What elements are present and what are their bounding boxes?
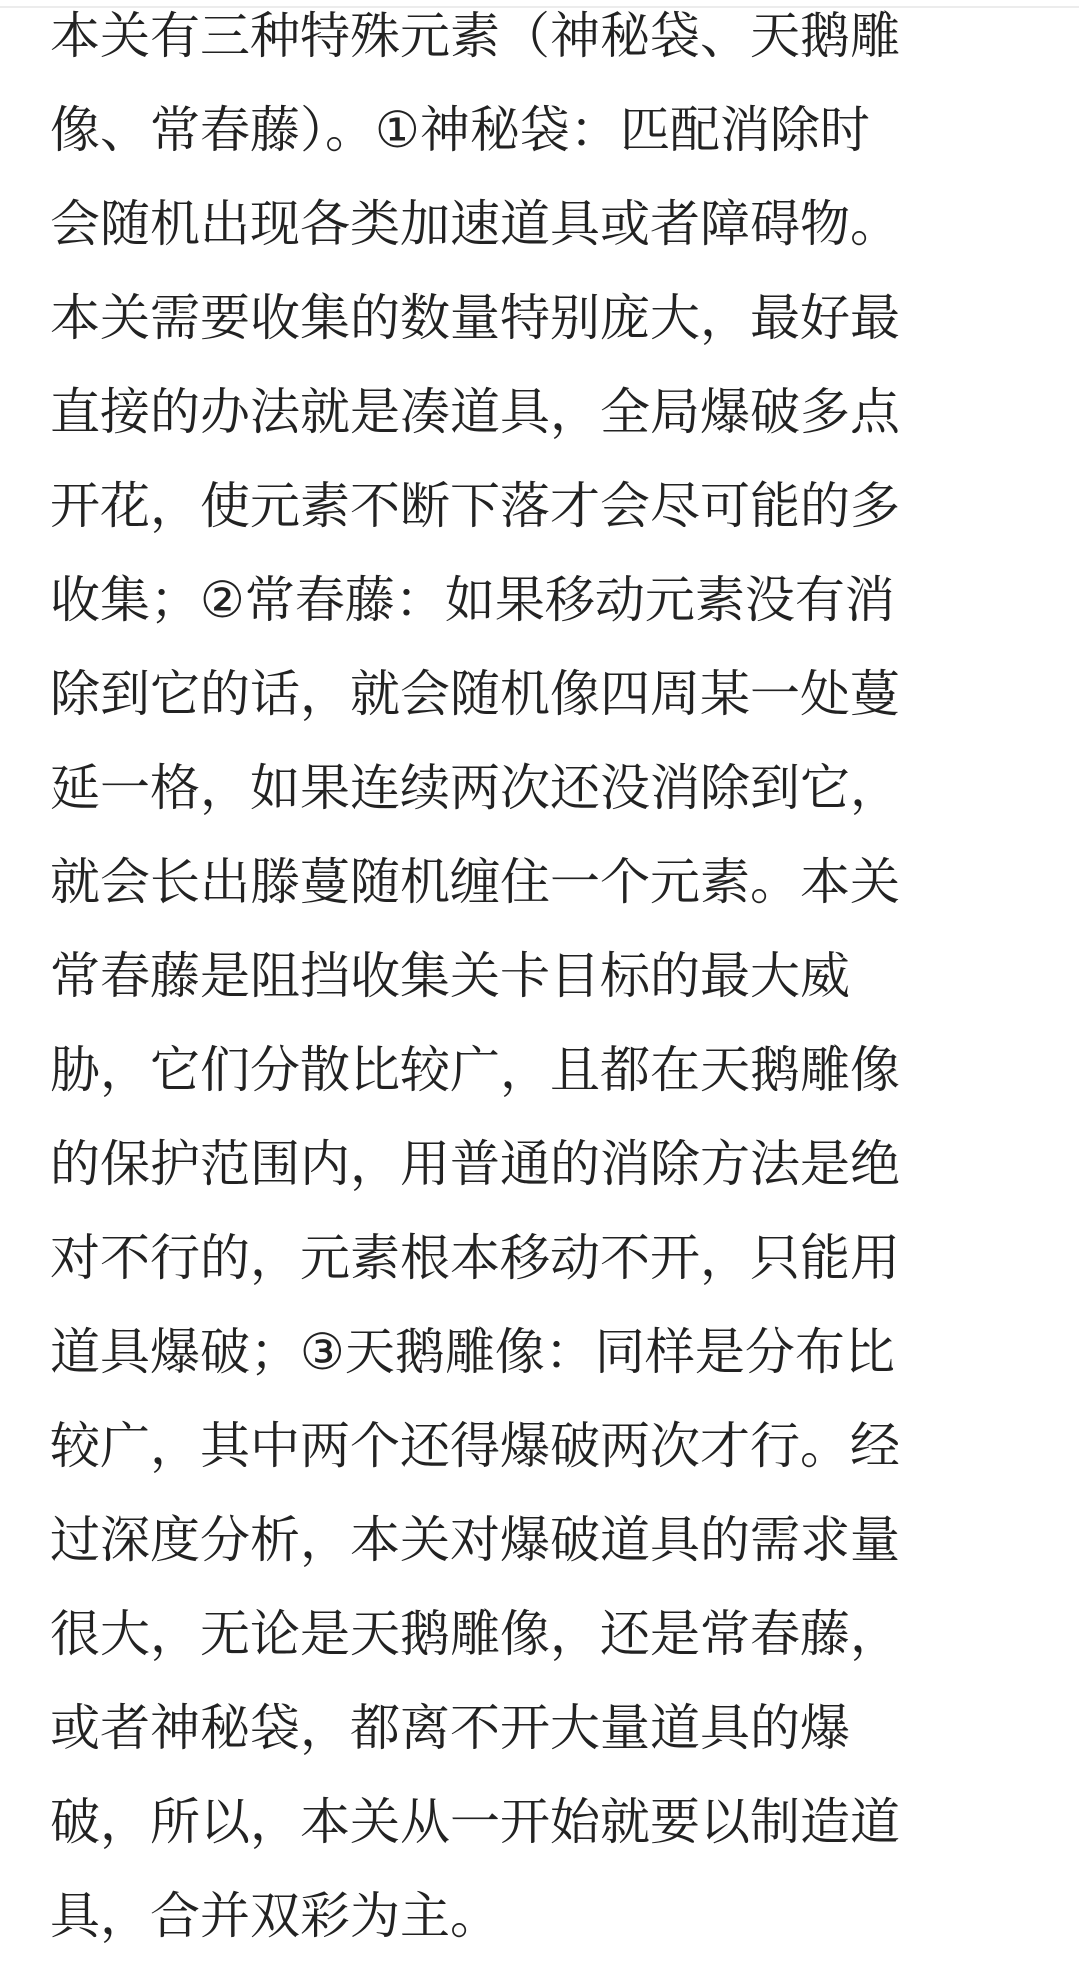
article-line: 本关有三种特殊元素（神秘袋、天鹅雕 xyxy=(50,7,900,65)
article-line: 较广，其中两个还得爆破两次才行。经 xyxy=(50,1417,900,1475)
article-line: 很大，无论是天鹅雕像，还是常春藤， xyxy=(50,1605,900,1663)
article-line: 或者神秘袋，都离不开大量道具的爆 xyxy=(50,1699,850,1757)
article-line: 直接的办法就是凑道具，全局爆破多点 xyxy=(50,383,900,441)
article-line: 具，合并双彩为主。 xyxy=(50,1887,500,1945)
article-line: 破，所以，本关从一开始就要以制造道 xyxy=(50,1793,900,1851)
article-line: 胁，它们分散比较广，且都在天鹅雕像 xyxy=(50,1041,900,1099)
article-line: 常春藤是阻挡收集关卡目标的最大威 xyxy=(50,947,850,1005)
article-line: 的保护范围内，用普通的消除方法是绝 xyxy=(50,1135,900,1193)
article-line: 会随机出现各类加速道具或者障碍物。 xyxy=(50,195,900,253)
article-line: 像、常春藤）。①神秘袋：匹配消除时 xyxy=(50,101,870,159)
article-line: 本关需要收集的数量特别庞大，最好最 xyxy=(50,289,900,347)
article-line: 开花，使元素不断下落才会尽可能的多 xyxy=(50,477,900,535)
article-line: 道具爆破；③天鹅雕像：同样是分布比 xyxy=(50,1323,895,1381)
article-line: 收集；②常春藤：如果移动元素没有消 xyxy=(50,571,895,629)
article-line: 过深度分析，本关对爆破道具的需求量 xyxy=(50,1511,900,1569)
article-line: 对不行的，元素根本移动不开，只能用 xyxy=(50,1229,900,1287)
article-line: 就会长出滕蔓随机缠住一个元素。本关 xyxy=(50,853,900,911)
article-line: 除到它的话，就会随机像四周某一处蔓 xyxy=(50,665,900,723)
article-line: 延一格，如果连续两次还没消除到它， xyxy=(50,759,900,817)
